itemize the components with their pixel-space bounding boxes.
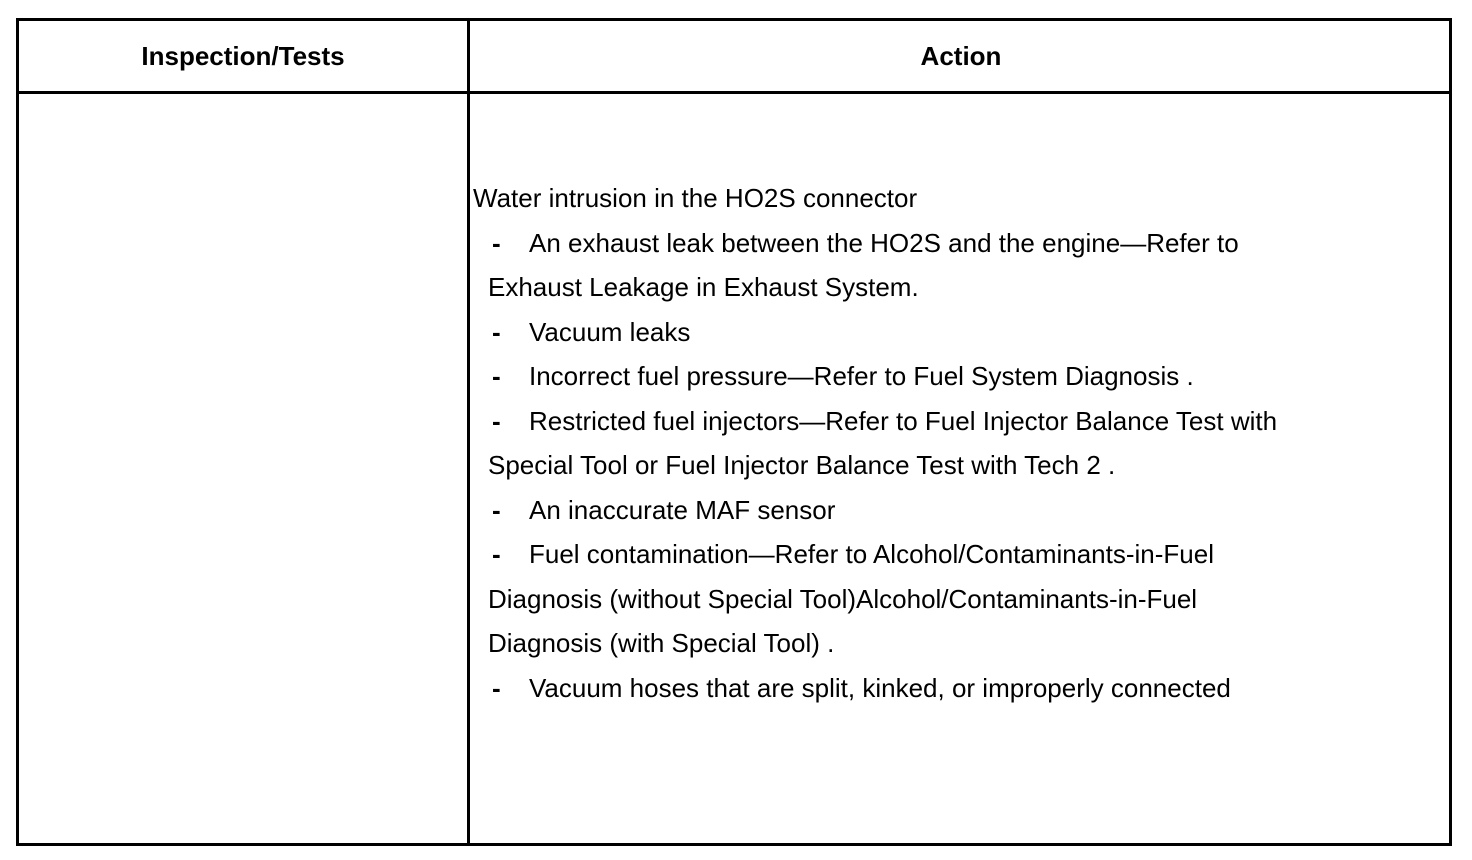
inspection-action-table — [16, 18, 1452, 846]
action-item-text: Vacuum leaks — [529, 316, 691, 347]
action-item — [473, 354, 1433, 399]
action-item — [473, 666, 1433, 711]
action-item-text: An exhaust leak between the HO2S and the engine—Refer to — [529, 227, 1239, 258]
action-item-continuation: Diagnosis (with Special Tool) . — [488, 628, 835, 658]
action-item-text: Vacuum hoses that are split, kinked, or improperly connected — [529, 672, 1231, 703]
bullet-marker: - — [492, 672, 501, 703]
action-item-continuation: Diagnosis (without Special Tool)Alcohol/Contaminants-in-Fuel — [488, 583, 1198, 614]
action-item-text: Restricted fuel injectors—Refer to Fuel Injector Balance Test with — [529, 405, 1278, 436]
table-header-row — [19, 21, 1449, 94]
action-item-text: Incorrect fuel pressure—Refer to Fuel System Diagnosis . — [529, 361, 1194, 391]
bullet-marker: - — [492, 539, 501, 569]
action-item — [473, 310, 1433, 355]
bullet-marker: - — [492, 405, 501, 436]
inspection-tests-cell — [19, 94, 467, 843]
header-inspection-tests: Inspection/Tests — [141, 40, 345, 71]
action-intro: Water intrusion in the HO2S connector — [473, 183, 918, 213]
action-item — [473, 488, 1433, 533]
action-item-text: Fuel contamination—Refer to Alcohol/Contaminants-in-Fuel — [529, 539, 1215, 569]
bullet-marker: - — [492, 494, 501, 525]
action-item-continuation: Special Tool or Fuel Injector Balance Test with Tech 2 . — [488, 450, 1116, 480]
bullet-marker: - — [492, 227, 501, 258]
action-item — [473, 532, 1433, 577]
action-item-text: An inaccurate MAF sensor — [529, 494, 836, 525]
action-item-continuation: Exhaust Leakage in Exhaust System. — [488, 272, 919, 302]
bullet-marker: - — [492, 316, 501, 347]
action-item — [473, 221, 1433, 266]
bullet-marker: - — [492, 361, 501, 391]
action-cell — [470, 94, 1449, 843]
action-item — [473, 399, 1433, 444]
action-list — [473, 176, 1433, 710]
header-action: Action — [920, 40, 1002, 71]
